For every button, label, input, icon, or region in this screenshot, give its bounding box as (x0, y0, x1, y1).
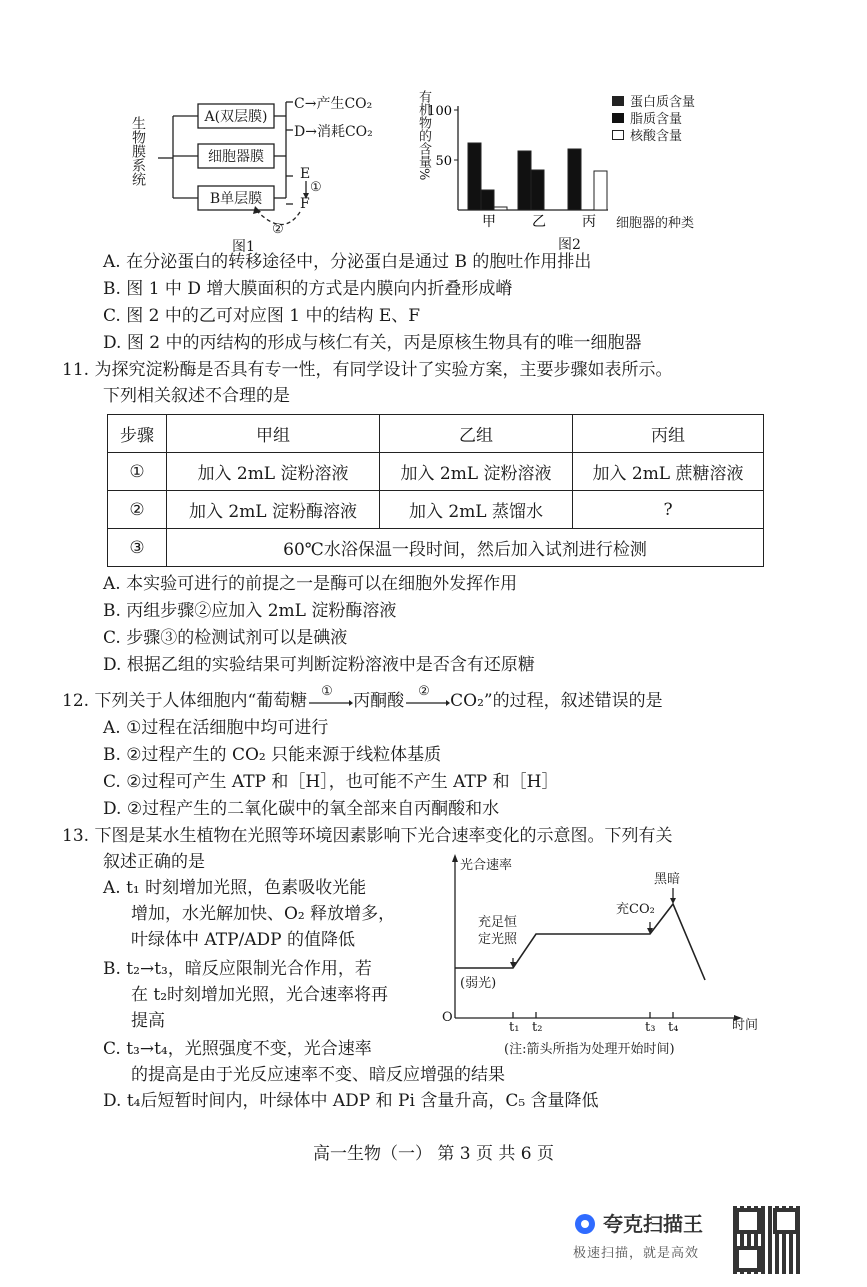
fig3-origin: O (442, 1010, 453, 1025)
cell: 加入 2mL 蒸馏水 (380, 491, 573, 529)
cell: 加入 2mL 淀粉酶溶液 (167, 491, 380, 529)
fig2-legend (612, 94, 695, 145)
cell: ① (108, 453, 167, 491)
page-footer: 高一生物（一） 第 3 页 共 6 页 (312, 1144, 555, 1164)
arrow-right-icon (307, 690, 353, 712)
fig1-caption: 图1 (232, 239, 255, 255)
table-row (108, 453, 764, 491)
fig3-annot-dark: 黑暗 (654, 872, 681, 887)
legend-lipid-swatch (612, 113, 624, 123)
fig2-category-label: 甲 (482, 214, 496, 230)
q11-stem-1: 11. 为探究淀粉酶是否具有专一性，有同学设计了实验方案，主要步骤如表所示。 (62, 360, 673, 380)
legend-nucleic-swatch (612, 130, 624, 140)
fig1-c-label: C→产生CO₂ (294, 96, 373, 112)
cell: ③ (108, 529, 167, 567)
q12-arrow-2-label: ② (418, 684, 430, 699)
th-yi: 乙组 (380, 415, 573, 453)
q10-option-a: A. 在分泌蛋白的转移途径中，分泌蛋白是通过 B 的胞吐作用排出 (103, 252, 592, 272)
q12-arrow-1 (307, 684, 353, 712)
fig3-note: (注:箭头所指为处理开始时间) (504, 1042, 675, 1057)
legend-protein-label: 蛋白质含量 (630, 95, 696, 110)
legend-protein-swatch (612, 96, 624, 106)
q12-option-a: A. ①过程在活细胞中均可进行 (103, 718, 329, 738)
q13-option-a-2: 增加，水光解加快、O₂ 释放增多， (131, 904, 396, 924)
cell: 加入 2mL 淀粉溶液 (167, 453, 380, 491)
cell: 加入 2mL 淀粉溶液 (380, 453, 573, 491)
q11-option-d: D. 根据乙组的实验结果可判断淀粉溶液中是否含有还原糖 (103, 655, 535, 675)
cell: 加入 2mL 蔗糖溶液 (573, 453, 764, 491)
fig3-xlabel: 时间 (732, 1018, 759, 1033)
bar-蛋白质含量 (568, 149, 581, 210)
table-row (108, 491, 764, 529)
fig1-circle-2: ② (272, 222, 284, 237)
q12-arrow-2 (404, 684, 450, 712)
figure-2 (410, 82, 730, 252)
fig3-tick-t2: t₂ (532, 1020, 543, 1035)
bar-核酸含量 (494, 207, 507, 210)
q10-option-d: D. 图 2 中的丙结构的形成与核仁有关，丙是原核生物具有的唯一细胞器 (103, 333, 642, 353)
q11-option-a: A. 本实验可进行的前提之一是酶可以在细胞外发挥作用 (103, 574, 518, 594)
q12-stem-a: 12. 下列关于人体细胞内“葡萄糖 (62, 691, 308, 711)
legend-lipid (612, 111, 695, 128)
q13-option-c-1: C. t₃→t₄，光照强度不变，光合速率 (103, 1039, 372, 1059)
bar-脂质含量 (531, 170, 544, 210)
legend-protein (612, 94, 695, 111)
fig2-category-label: 丙 (582, 214, 596, 230)
fig1-box-b: B单层膜 (209, 191, 263, 207)
fig3-annot-weak: (弱光) (460, 976, 497, 991)
q12-stem (62, 684, 663, 712)
fig1-box-organelle: 细胞器膜 (208, 149, 264, 165)
q11-stem-2: 下列相关叙述不合理的是 (103, 386, 290, 406)
legend-nucleic-label: 核酸含量 (630, 129, 683, 144)
legend-nucleic (612, 128, 695, 145)
cell: 60℃水浴保温一段时间，然后加入试剂进行检测 (167, 529, 764, 567)
figure-1 (128, 88, 398, 253)
fig3-tick-t1: t₁ (509, 1020, 520, 1035)
fig1-circle-1: ① (310, 180, 322, 195)
th-step: 步骤 (108, 415, 167, 453)
q13-option-c-2: 的提高是由于光反应速率不变、暗反应增强的结果 (131, 1065, 505, 1085)
fig2-category-label: 乙 (532, 214, 546, 230)
bar-蛋白质含量 (518, 151, 531, 210)
q12-option-c: C. ②过程可产生 ATP 和［H］，也可能不产生 ATP 和［H］ (103, 772, 559, 792)
q10-option-b: B. 图 1 中 D 增大膜面积的方式是内膜向内折叠形成嵴 (103, 279, 513, 299)
q12-arrow-1-label: ① (321, 684, 333, 699)
q12-mid: 丙酮酸 (353, 691, 405, 711)
quark-logo-icon (573, 1212, 597, 1236)
q11-option-c: C. 步骤③的检测试剂可以是碘液 (103, 628, 348, 648)
fig2-ylabel: 有机物的含量% (416, 90, 431, 181)
th-jia: 甲组 (167, 415, 380, 453)
qr-code (733, 1206, 801, 1274)
q11-table (107, 414, 764, 567)
fig2-xlabel: 细胞器的种类 (616, 216, 695, 231)
q10-option-c: C. 图 2 中的乙可对应图 1 中的结构 E、F (103, 306, 421, 326)
q11-option-b: B. 丙组步骤②应加入 2mL 淀粉酶溶液 (103, 601, 397, 621)
bar-脂质含量 (481, 190, 494, 210)
legend-lipid-label: 脂质含量 (630, 112, 683, 127)
fig1-box-a: A(双层膜) (204, 109, 268, 125)
fig3-chart (438, 852, 768, 1062)
fig3-tick-t3: t₃ (645, 1020, 656, 1035)
q12-option-b: B. ②过程产生的 CO₂ 只能来源于线粒体基质 (103, 745, 442, 765)
brand-slogan: 极速扫描，就是高效 (573, 1246, 700, 1261)
figure-3 (438, 852, 768, 1062)
q13-option-d: D. t₄后短暂时间内，叶绿体中 ADP 和 Pi 含量升高，C₅ 含量降低 (103, 1091, 599, 1111)
q13-stem-1: 13. 下图是某水生植物在光照等环境因素影响下光合速率变化的示意图。下列有关 (62, 826, 673, 846)
bar-核酸含量 (594, 171, 607, 210)
bar-蛋白质含量 (468, 143, 481, 210)
table-row (108, 529, 764, 567)
q13-stem-2: 叙述正确的是 (103, 852, 205, 872)
fig1-e-label: E (300, 166, 311, 182)
q13-option-b-2: 在 t₂时刻增加光照，光合速率将再 (131, 985, 389, 1005)
cell: ? (573, 491, 764, 529)
fig3-tick-t4: t₄ (668, 1020, 679, 1035)
fig3-annot-co2: 充CO₂ (616, 902, 655, 917)
q13-option-a-1: A. t₁ 时刻增加光照，色素吸收光能 (103, 878, 367, 898)
q13-option-a-3: 叶绿体中 ATP/ADP 的值降低 (131, 930, 356, 950)
arrow-right-icon (404, 690, 450, 712)
fig1-f-label: F (300, 196, 310, 212)
fig1-d-label: D→消耗CO₂ (294, 124, 373, 140)
cell: ② (108, 491, 167, 529)
fig2-ytick-label: 100 (427, 104, 452, 119)
q13-option-b-3: 提高 (131, 1011, 165, 1031)
q12-option-d: D. ②过程产生的二氧化碳中的氧全部来自丙酮酸和水 (103, 799, 500, 819)
fig1-side-label: 生物膜系统 (130, 116, 146, 186)
fig3-annot-light: 充足恒定光照 (478, 915, 518, 947)
q12-stem-b: CO₂”的过程，叙述错误的是 (450, 691, 663, 711)
table-row (108, 415, 764, 453)
fig3-ylabel: 光合速率 (460, 858, 513, 873)
q13-option-b-1: B. t₂→t₃，暗反应限制光合作用，若 (103, 959, 372, 979)
th-bing: 丙组 (573, 415, 764, 453)
brand-name: 夸克扫描王 (603, 1212, 703, 1236)
fig2-caption: 图2 (558, 237, 581, 253)
fig2-ytick-label: 50 (435, 154, 452, 169)
